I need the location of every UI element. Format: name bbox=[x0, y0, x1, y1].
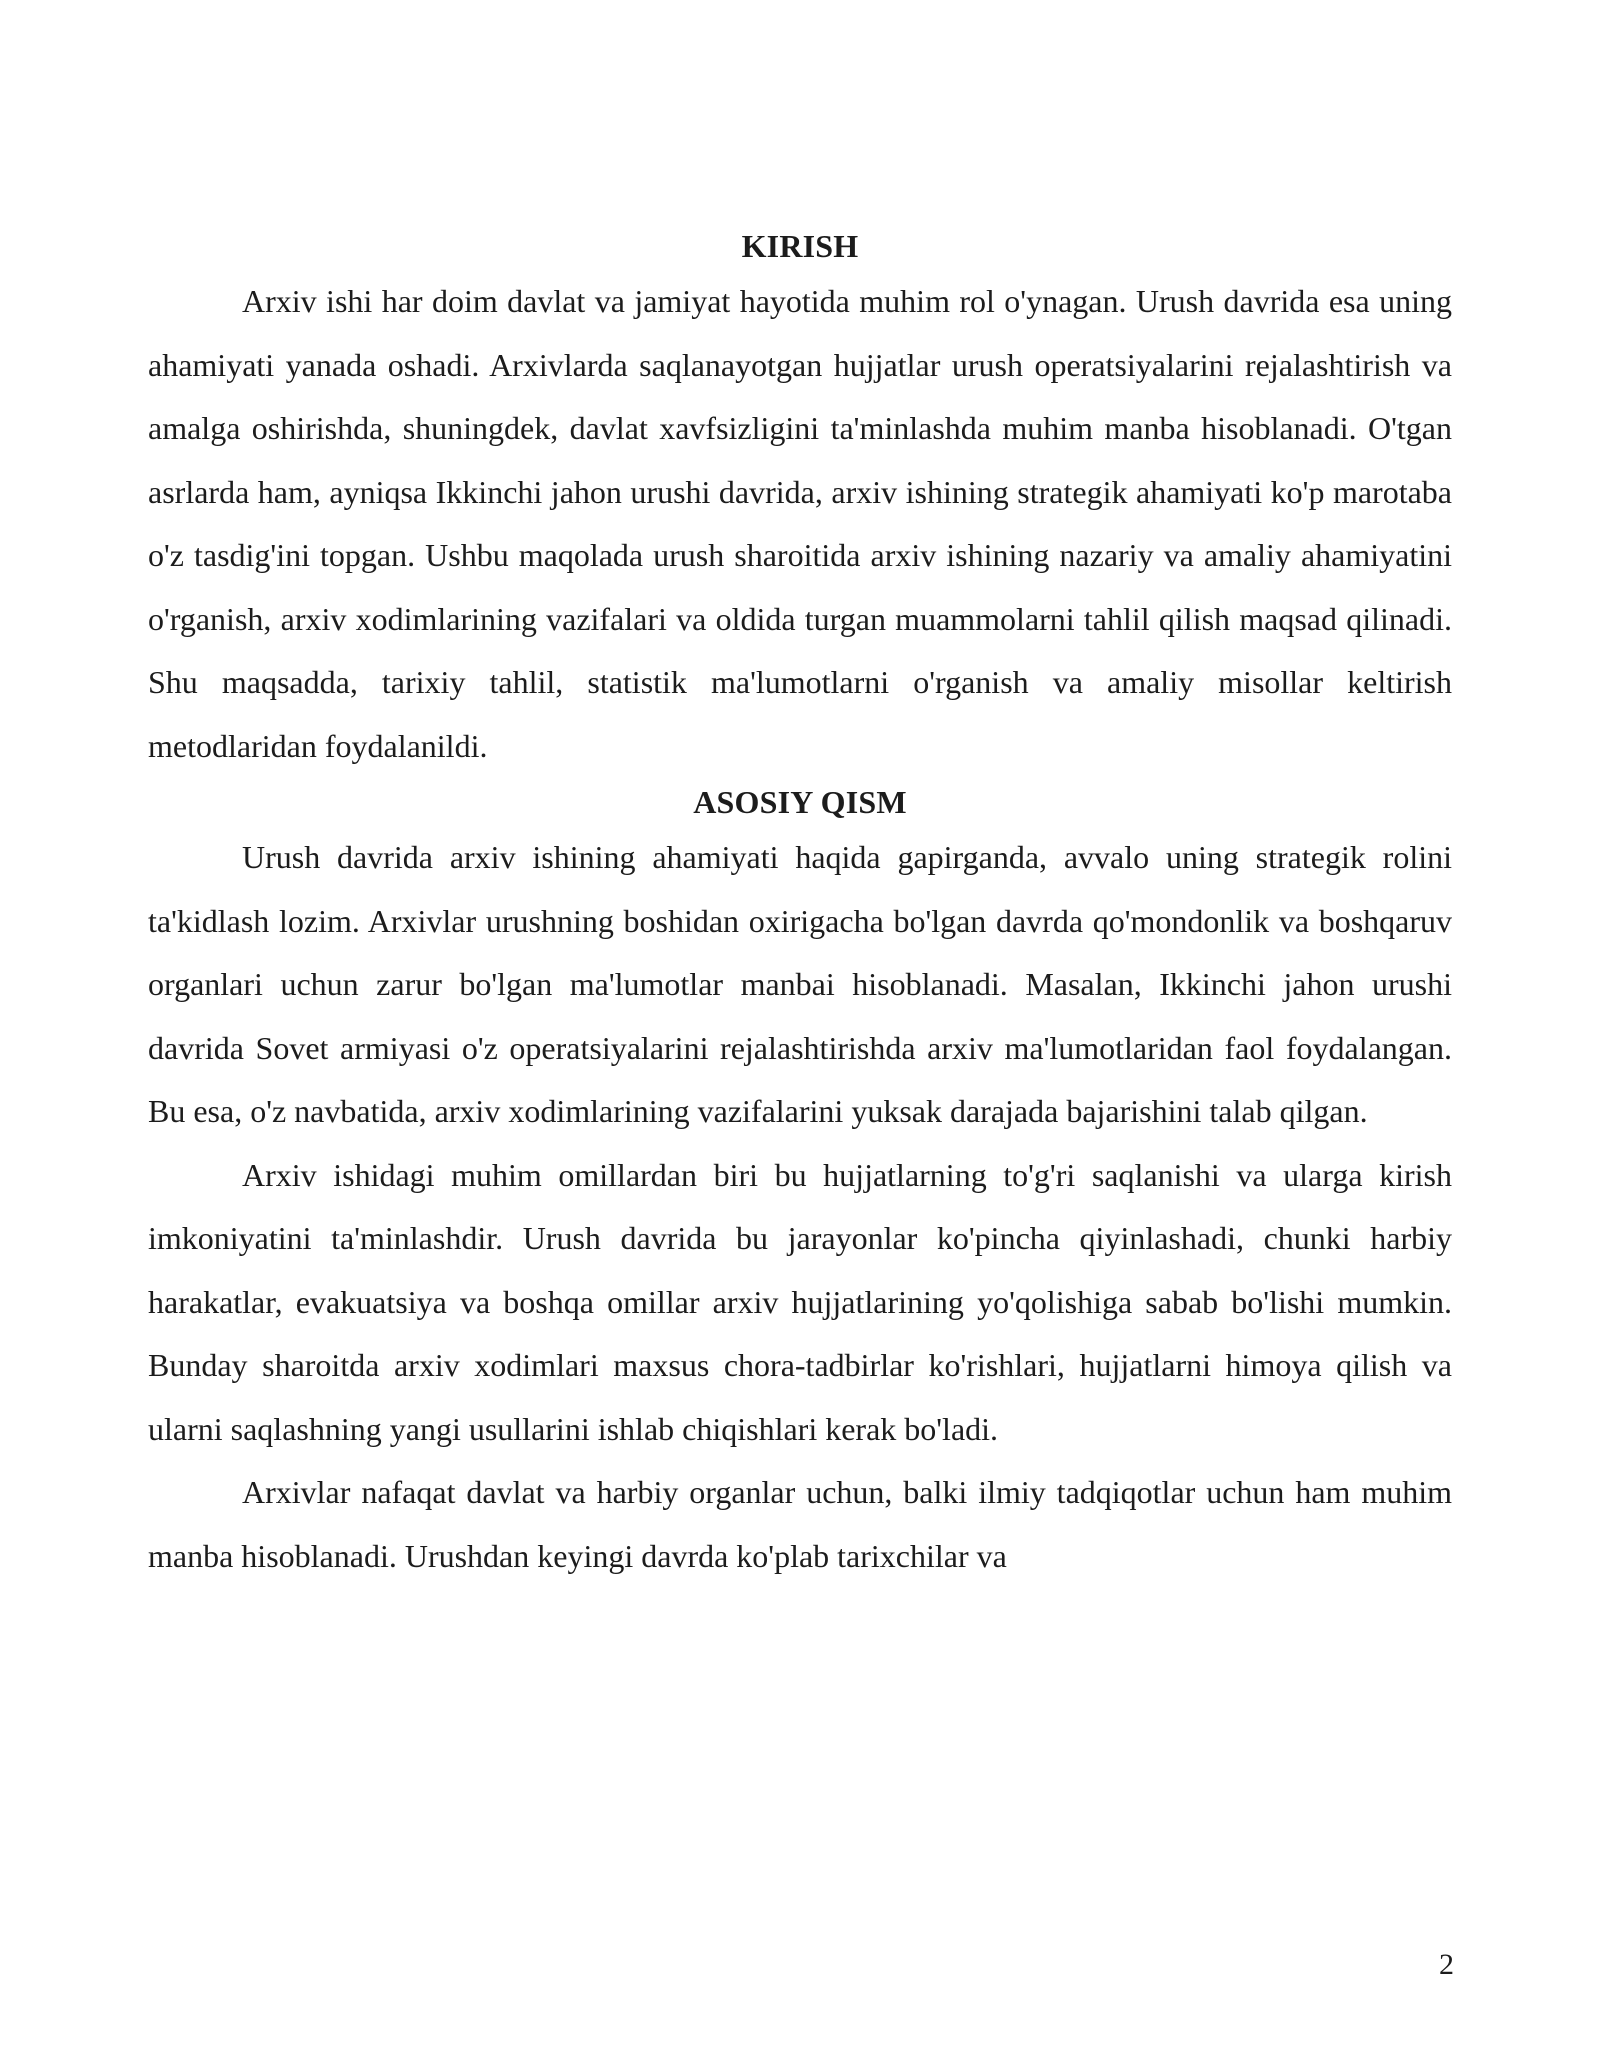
paragraph-main-3: Arxivlar nafaqat davlat va harbiy organlar uchun, balki ilmiy tadqiqotlar uchun ham muhim manba hisoblanadi. Urushdan keyingi davrda ko'plab tarixchilar va bbox=[148, 1474, 1452, 1574]
paragraph-main-1: Urush davrida arxiv ishining ahamiyati haqida gapirganda, avvalo uning strategik rolini ta'kidlash lozim. Arxivlar urushning boshidan oxirigacha bo'lgan davrda qo'mondonlik va boshqaruv organlari uchun zarur bo'lgan ma'lumotlar manbai hisoblanadi. Masalan, Ikkinchi jahon urushi davrida Sovet armiyasi o'z operatsiyalarini rejalashtirishda arxiv ma'lumotlaridan faol foydalangan. Bu esa, o'z navbatida, arxiv xodimlarining vazifalarini yuksak darajada bajarishini talab qilgan. bbox=[148, 839, 1452, 1129]
paragraph-intro: Arxiv ishi har doim davlat va jamiyat hayotida muhim rol o'ynagan. Urush davrida esa uning ahamiyati yanada oshadi. Arxivlarda saqlanayotgan hujjatlar urush operatsiyalarini rejalashtirish va amalga oshirishda, shuningdek, davlat xavfsizligini ta'minlashda muhim manba hisoblanadi. O'tgan asrlarda ham, ayniqsa Ikkinchi jahon urushi davrida, arxiv ishining strategik ahamiyati ko'p marotaba o'z tasdig'ini topgan. Ushbu maqolada urush sharoitida arxiv ishining nazariy va amaliy ahamiyatini o'rganish, arxiv xodimlarining vazifalari va oldida turgan muammolarni tahlil qilish maqsad qilinadi. Shu maqsadda, tarixiy tahlil, statistik ma'lumotlarni o'rganish va amaliy misollar keltirish metodlaridan foydalanildi. bbox=[148, 283, 1452, 764]
section-heading-asosiy-qism: ASOSIY QISM bbox=[693, 784, 907, 820]
paragraph-main-2: Arxiv ishidagi muhim omillardan biri bu hujjatlarning to'g'ri saqlanishi va ularga kirish imkoniyatini ta'minlashdir. Urush davrida bu jarayonlar ko'pincha qiyinlashadi, chunki harbiy harakatlar, evakuatsiya va boshqa omillar arxiv hujjatlarining yo'qolishiga sabab bo'lishi mumkin. Bunday sharoitda arxiv xodimlari maxsus chora-tadbirlar ko'rishlari, hujjatlarni himoya qilish va ularni saqlashning yangi usullarini ishlab chiqishlari kerak bo'ladi. bbox=[148, 1156, 1452, 1447]
page-number: 2 bbox=[1439, 1948, 1454, 1981]
page-body bbox=[148, 222, 1452, 1588]
section-heading-kirish: KIRISH bbox=[741, 228, 859, 264]
